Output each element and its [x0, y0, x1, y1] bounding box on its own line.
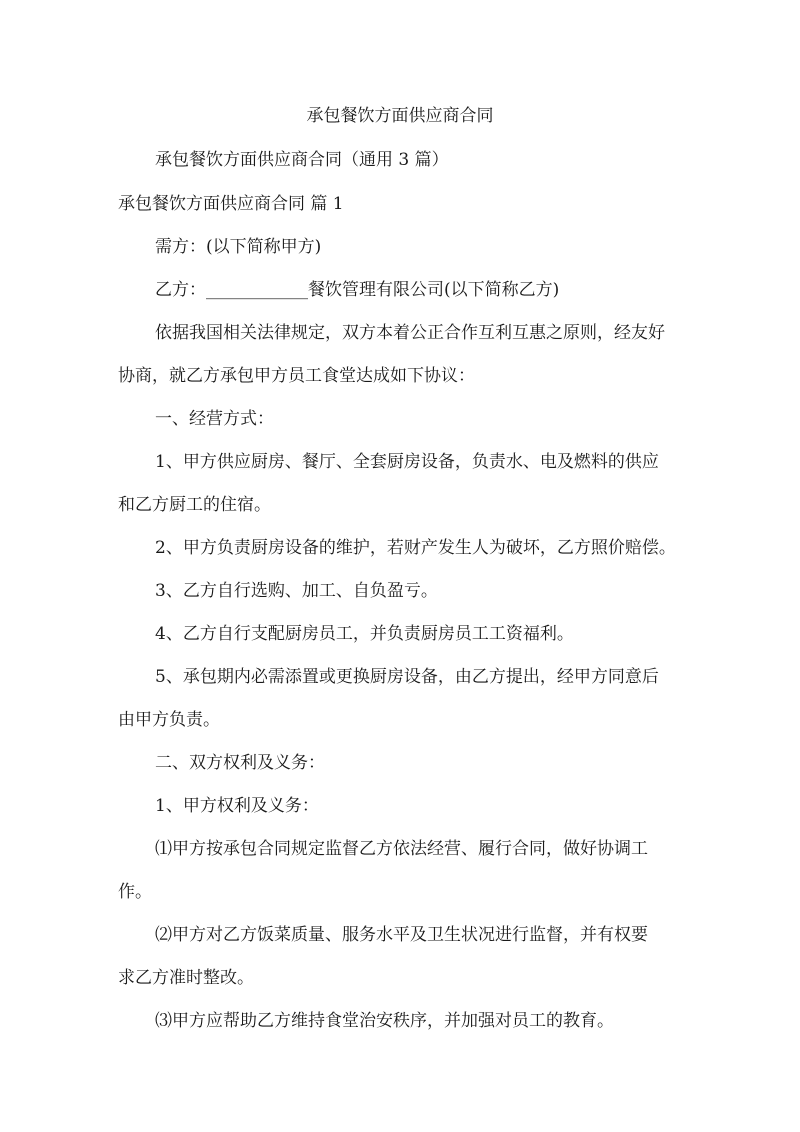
clause-text-line: 4、乙方自行支配厨房员工，并负责厨房员工工资福利。 — [155, 624, 574, 644]
clause-text-line: 5、承包期内必需添置或更换厨房设备，由乙方提出，经甲方同意后 — [155, 667, 659, 687]
subsection-heading: 1、甲方权利及义务： — [155, 796, 319, 816]
document-subtitle: 承包餐饮方面供应商合同（通用 3 篇） — [155, 150, 449, 170]
intro-paragraph-line: 协商，就乙方承包甲方员工食堂达成如下协议： — [118, 366, 475, 386]
clause-text-line: 1、甲方供应厨房、餐厅、全套厨房设备，负责水、电及燃料的供应 — [155, 452, 659, 472]
party-a-line: 需方：(以下简称甲方) — [155, 237, 322, 257]
clause-text-line: ⑴甲方按承包合同规定监督乙方依法经营、履行合同，做好协调工 — [155, 839, 648, 859]
party-b-line: 乙方：____________餐饮管理有限公司(以下简称乙方) — [155, 280, 560, 300]
document-title: 承包餐饮方面供应商合同 — [306, 106, 494, 126]
clause-text-line: ⑶甲方应帮助乙方维持食堂治安秩序，并加强对员工的教育。 — [155, 1011, 614, 1031]
section-two-heading: 二、双方权利及义务： — [155, 753, 325, 773]
clause-text-line: 2、甲方负责厨房设备的维护，若财产发生人为破坏，乙方照价赔偿。 — [155, 538, 676, 558]
clause-text-line: 作。 — [118, 882, 152, 902]
clause-text-line: ⑵甲方对乙方饭菜质量、服务水平及卫生状况进行监督，并有权要 — [155, 925, 648, 945]
clause-text-line: 3、乙方自行选购、加工、自负盈亏。 — [155, 581, 438, 601]
section-heading: 承包餐饮方面供应商合同 篇 1 — [118, 194, 344, 214]
clause-text-line: 由甲方负责。 — [118, 710, 220, 730]
clause-text-line: 和乙方厨工的住宿。 — [118, 495, 271, 515]
intro-paragraph-line: 依据我国相关法律规定，双方本着公正合作互利互惠之原则，经友好 — [155, 323, 665, 343]
section-one-heading: 一、经营方式： — [155, 409, 274, 429]
clause-text-line: 求乙方准时整改。 — [118, 968, 254, 988]
